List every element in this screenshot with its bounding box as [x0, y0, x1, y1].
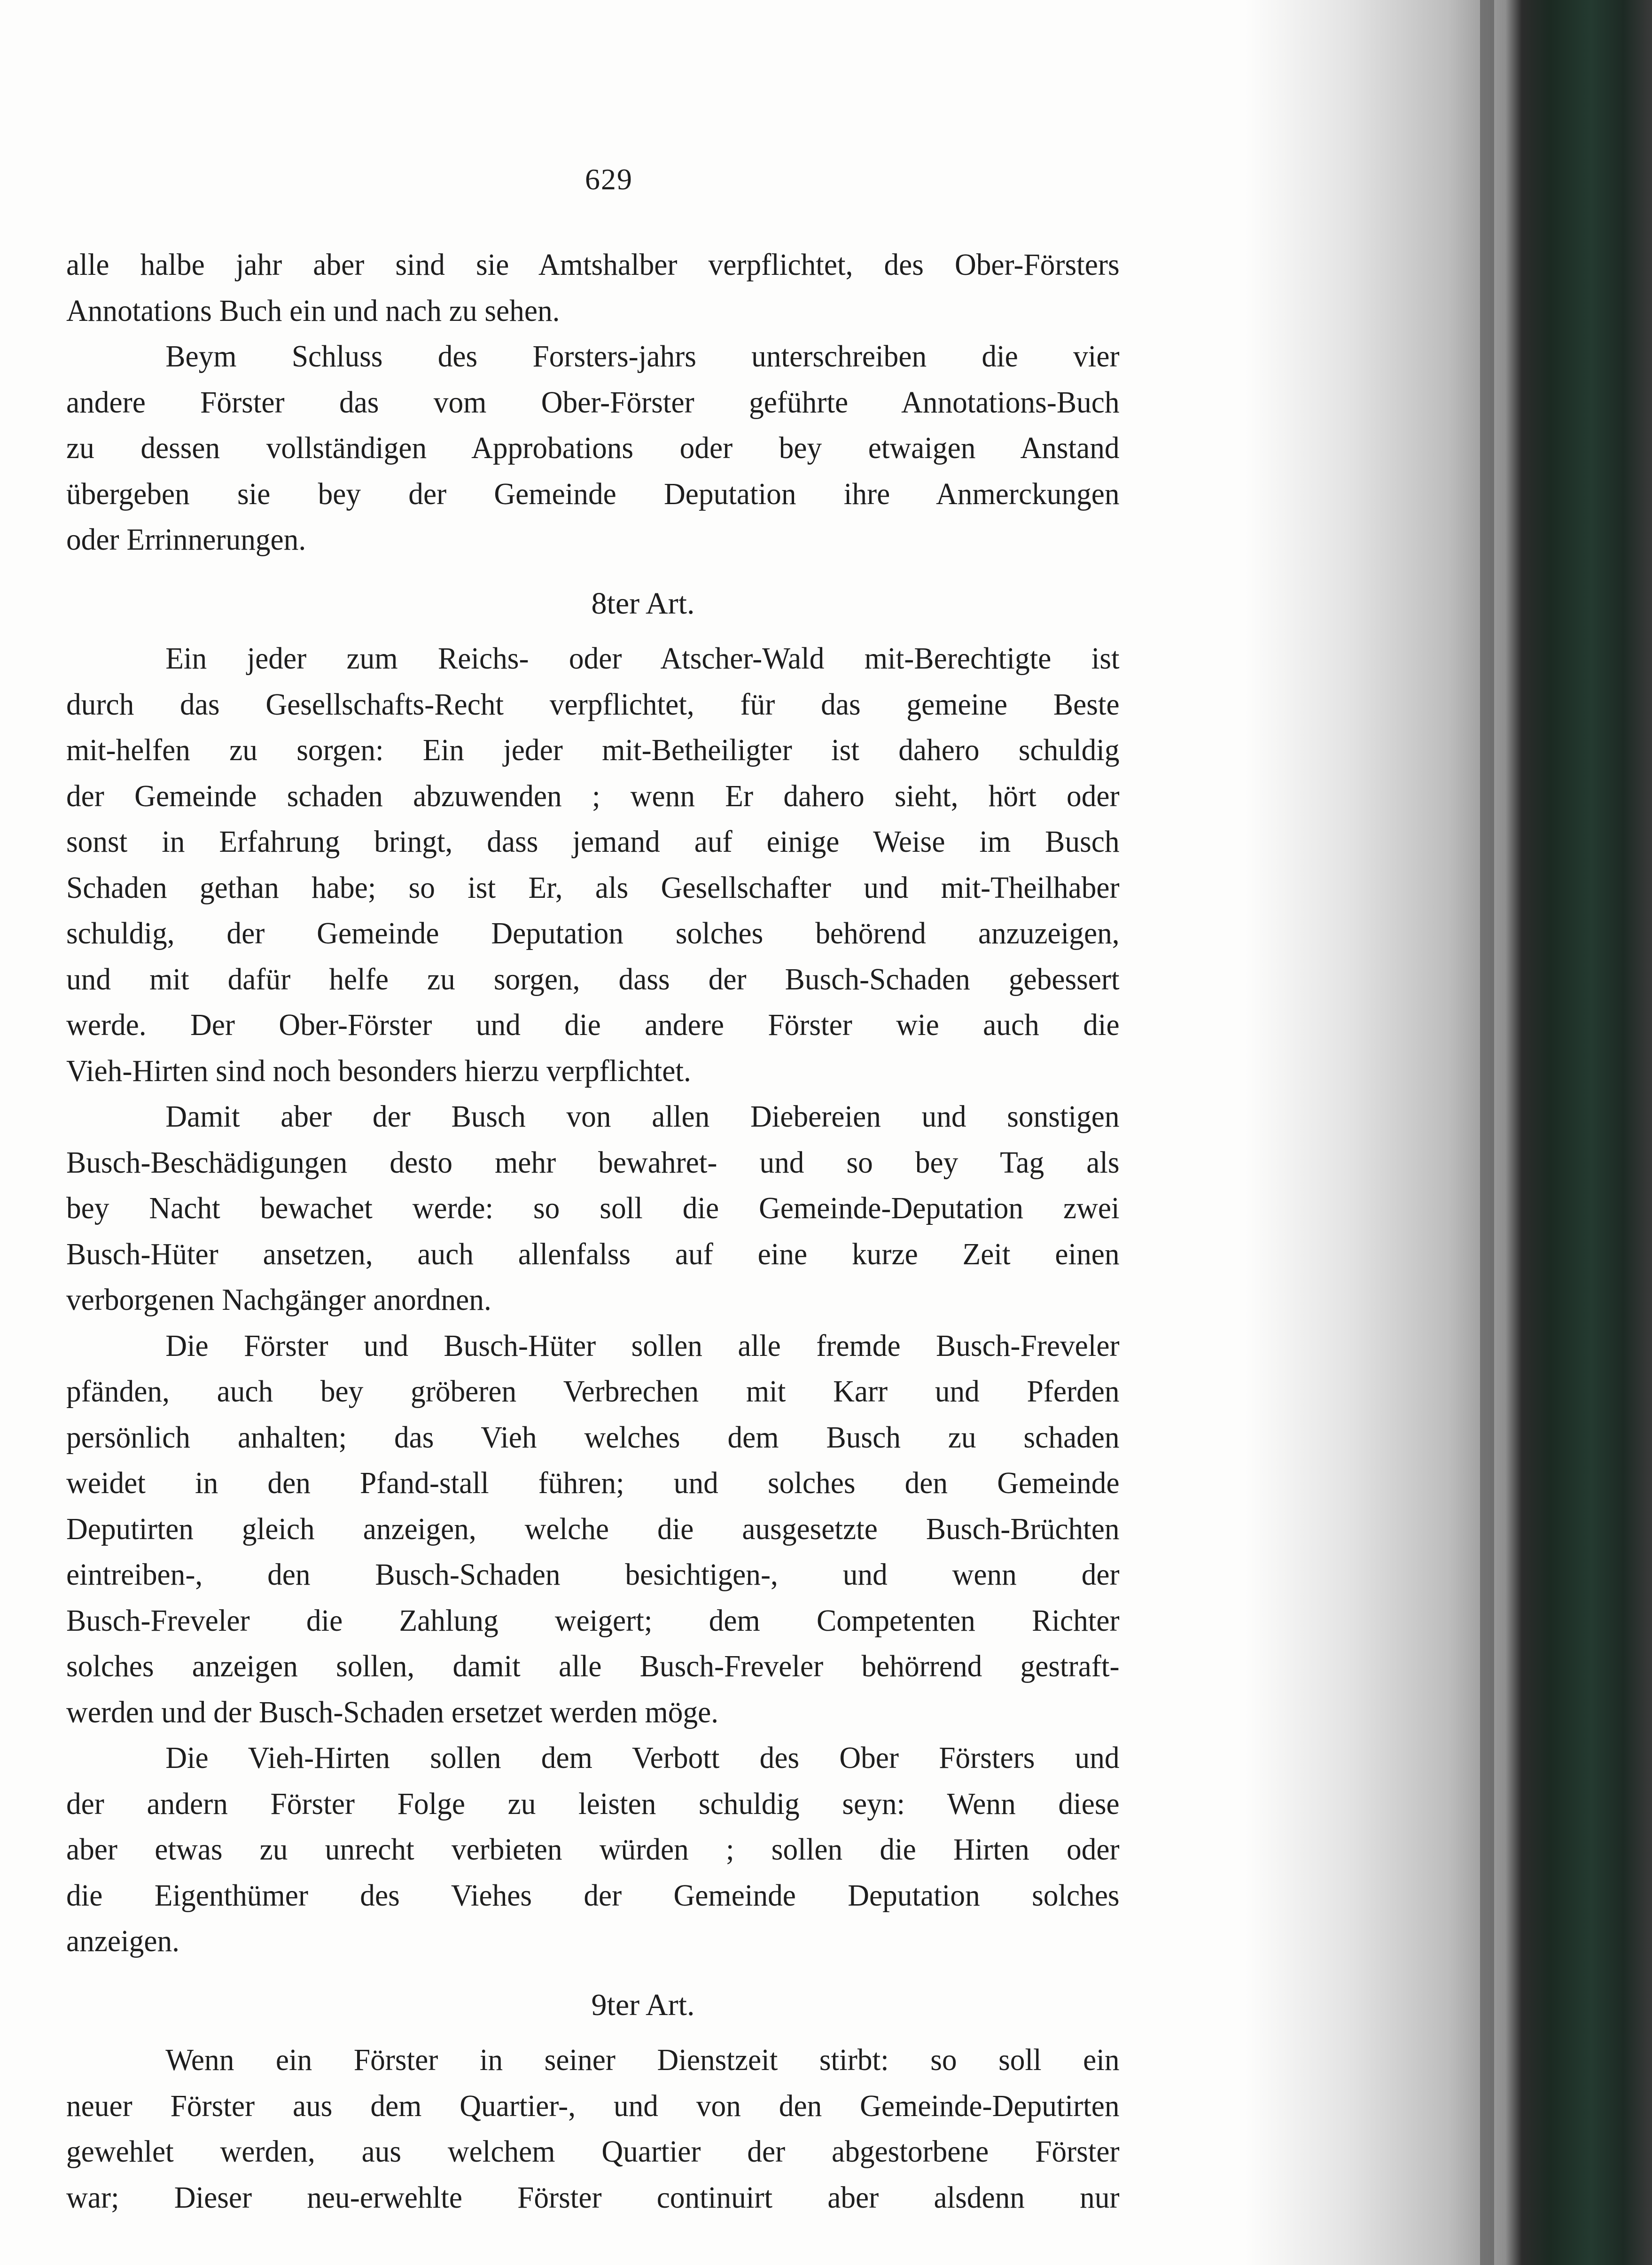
text-line: neuer Förster aus dem Quartier-, und von den Gemeinde-Deputirten	[66, 2088, 1120, 2123]
text-line: eintreiben-, den Busch-Schaden besichtigen-, und wenn der	[66, 1557, 1120, 1592]
article-heading: 9ter Art.	[591, 1987, 695, 2022]
book-spine	[1480, 0, 1494, 2265]
text-line: zu dessen vollständigen Approbations oder bey etwaigen Anstand	[66, 431, 1120, 465]
text-line: übergeben sie bey der Gemeinde Deputation ihre Anmerckungen	[66, 476, 1120, 511]
text-line: andere Förster das vom Ober-Förster geführte Annotations-Buch	[66, 385, 1120, 420]
text-line: gewehlet werden, aus welchem Quartier der abgestorbene Förster	[66, 2134, 1120, 2169]
text-line: weidet in den Pfand-stall führen; und solches den Gemeinde	[66, 1466, 1120, 1500]
text-line: Die Förster und Busch-Hüter sollen alle fremde Busch-Freveler	[165, 1328, 1120, 1363]
text-line: schuldig, der Gemeinde Deputation solches behörend anzuzeigen,	[66, 916, 1120, 950]
text-line: Beym Schluss des Forsters-jahrs unterschreiben die vier	[165, 339, 1120, 374]
paragraph	[66, 1735, 1163, 1964]
paragraph	[66, 334, 1163, 563]
text-line: Annotations Buch ein und nach zu sehen.	[66, 293, 560, 328]
text-line: Damit aber der Busch von allen Diebereien und sonstigen	[165, 1099, 1120, 1134]
text-line: Busch-Beschädigungen desto mehr bewahret- und so bey Tag als	[66, 1145, 1120, 1180]
page-number: 629	[585, 163, 633, 196]
text-line: aber etwas zu unrecht verbieten würden ; sollen die Hirten oder	[66, 1832, 1120, 1867]
paragraph	[66, 2037, 1163, 2220]
article-heading: 8ter Art.	[591, 586, 695, 621]
text-line: Busch-Hüter ansetzen, auch allenfalss auf eine kurze Zeit einen	[66, 1237, 1120, 1271]
text-line: solches anzeigen sollen, damit alle Busch-Freveler behörrend gestraft-	[66, 1649, 1120, 1683]
text-line: bey Nacht bewachet werde: so soll die Gemeinde-Deputation zwei	[66, 1191, 1120, 1225]
text-line: der Gemeinde schaden abzuwenden ; wenn Er dahero sieht, hört oder	[66, 778, 1120, 813]
text-line: pfänden, auch bey gröberen Verbrechen mit Karr und Pferden	[66, 1374, 1120, 1409]
text-line: war; Dieser neu-erwehlte Förster continuirt aber alsdenn nur	[66, 2180, 1120, 2215]
text-line: mit-helfen zu sorgen: Ein jeder mit-Betheiligter ist dahero schuldig	[66, 733, 1120, 767]
text-line: werden und der Busch-Schaden ersetzet werden möge.	[66, 1695, 719, 1729]
paragraph	[66, 242, 1163, 334]
paragraph	[66, 636, 1163, 1094]
text-line: Schaden gethan habe; so ist Er, als Gesellschafter und mit-Theilhaber	[66, 870, 1120, 905]
text-line: Vieh-Hirten sind noch besonders hierzu verpflichtet.	[66, 1053, 691, 1088]
text-line: der andern Förster Folge zu leisten schuldig seyn: Wenn diese	[66, 1786, 1120, 1821]
paragraph	[66, 1094, 1163, 1323]
text-line: Ein jeder zum Reichs- oder Atscher-Wald mit-Berechtigte ist	[165, 641, 1120, 676]
text-line: und mit dafür helfe zu sorgen, dass der Busch-Schaden gebessert	[66, 962, 1120, 996]
text-line: durch das Gesellschafts-Recht verpflichtet, für das gemeine Beste	[66, 687, 1120, 722]
text-line: werde. Der Ober-Förster und die andere Förster wie auch die	[66, 1008, 1120, 1042]
text-line: Wenn ein Förster in seiner Dienstzeit stirbt: so soll ein	[165, 2043, 1120, 2077]
text-line: die Eigenthümer des Viehes der Gemeinde Deputation solches	[66, 1878, 1120, 1913]
text-line: anzeigen.	[66, 1924, 179, 1958]
text-line: Deputirten gleich anzeigen, welche die ausgesetzte Busch-Brüchten	[66, 1511, 1120, 1546]
text-line: alle halbe jahr aber sind sie Amtshalber verpflichtet, des Ober-Försters	[66, 248, 1120, 282]
book-gutter-shadow	[1245, 0, 1652, 2265]
text-line: Die Vieh-Hirten sollen dem Verbott des Ober Försters und	[165, 1741, 1120, 1775]
text-line: sonst in Erfahrung bringt, dass jemand auf einige Weise im Busch	[66, 825, 1120, 859]
paragraph	[66, 1323, 1163, 1736]
text-line: persönlich anhalten; das Vieh welches dem Busch zu schaden	[66, 1420, 1120, 1455]
text-line: oder Errinnerungen.	[66, 522, 306, 557]
page-body	[66, 242, 1163, 2220]
text-line: verborgenen Nachgänger anordnen.	[66, 1283, 491, 1317]
text-line: Busch-Freveler die Zahlung weigert; dem Competenten Richter	[66, 1603, 1120, 1638]
